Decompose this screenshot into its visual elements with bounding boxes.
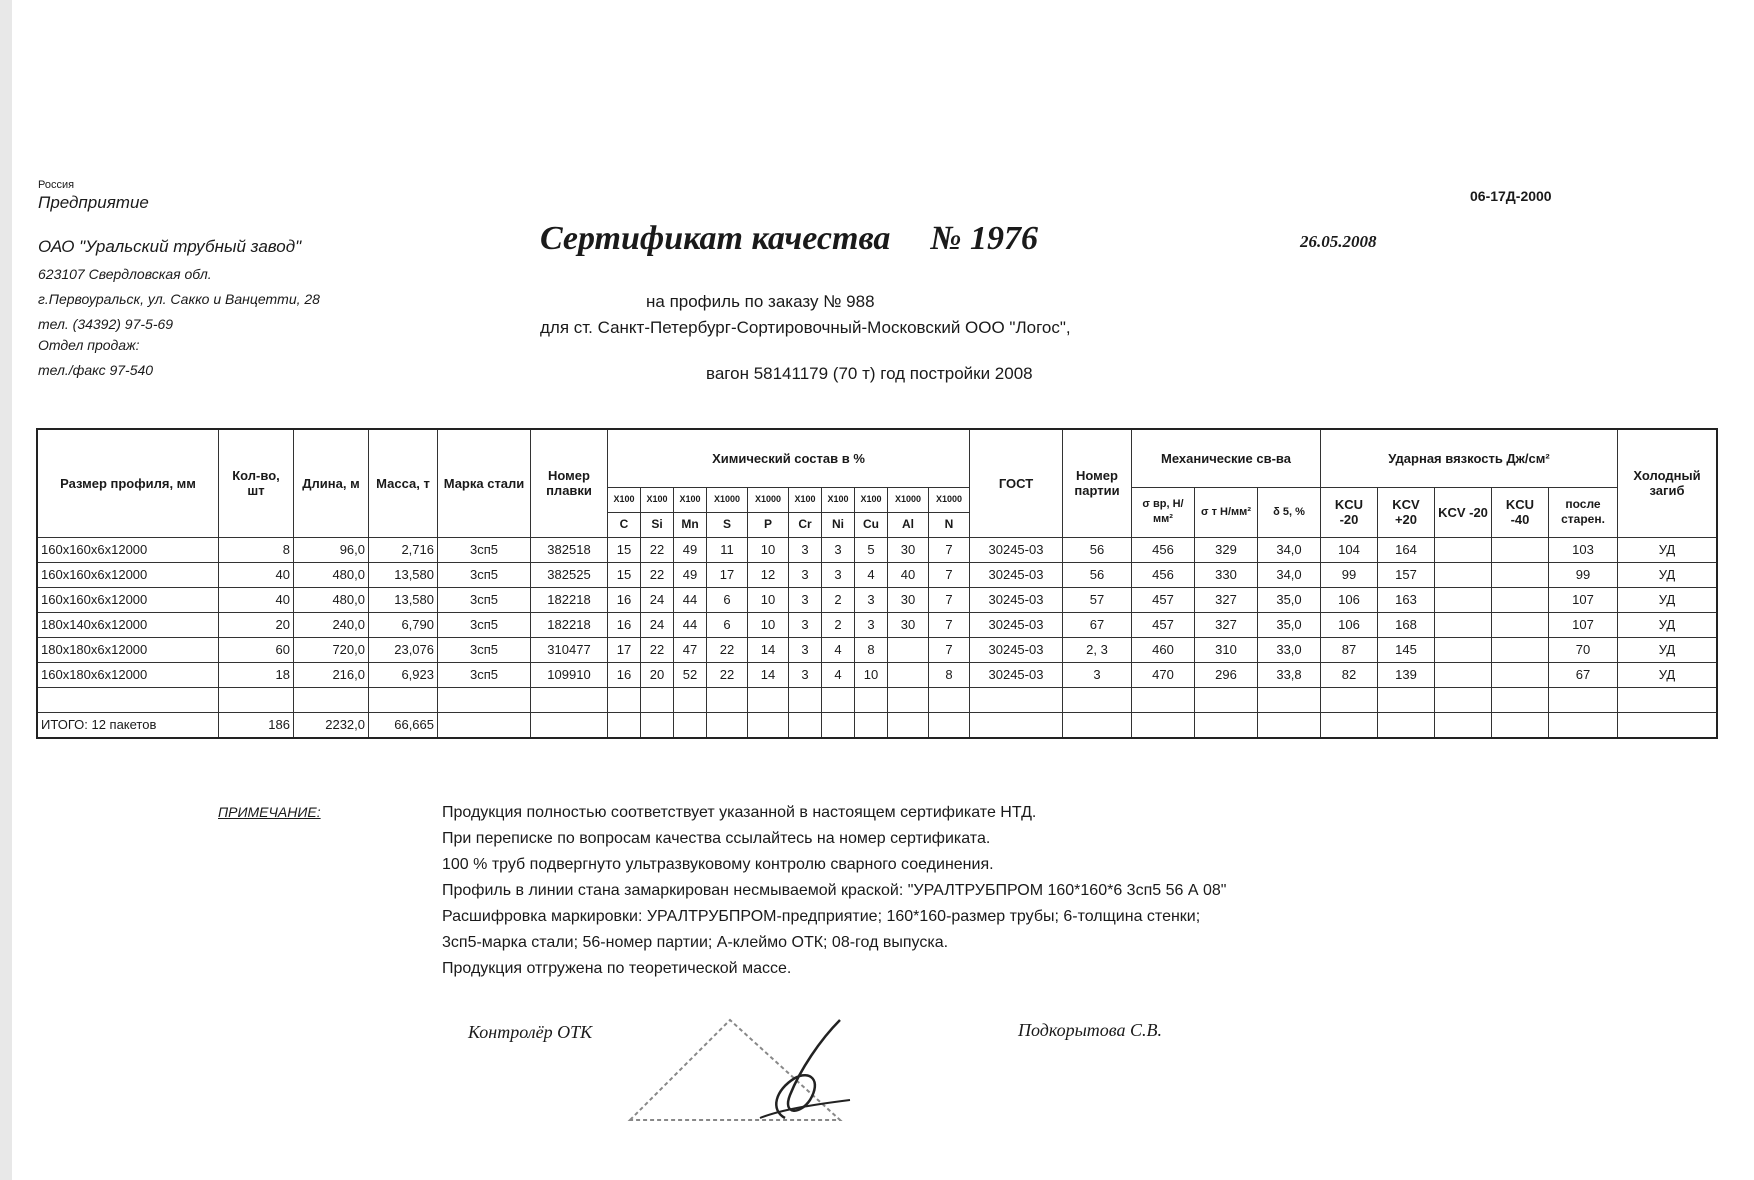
- cell-chem: 49: [674, 537, 707, 562]
- cell-chem: 10: [855, 662, 888, 687]
- cell-size: 160х160х6х12000: [37, 562, 219, 587]
- cell-steel: 3сп5: [438, 537, 531, 562]
- cell-mech: 34,0: [1258, 537, 1321, 562]
- cell-qty: 40: [219, 587, 294, 612]
- notes-block: [442, 800, 1226, 982]
- cell-mech: 456: [1132, 562, 1195, 587]
- mech-sub-header: σ т Н/мм²: [1195, 487, 1258, 537]
- cell-mech: 456: [1132, 537, 1195, 562]
- cell-mech: 329: [1195, 537, 1258, 562]
- cell-impact: 70: [1549, 637, 1618, 662]
- cell-bend: УД: [1618, 537, 1718, 562]
- cell-batch: 56: [1063, 562, 1132, 587]
- cell-chem: 10: [748, 612, 789, 637]
- chem-symbol: Cr: [789, 512, 822, 537]
- cell-mech: 35,0: [1258, 612, 1321, 637]
- chem-symbol: P: [748, 512, 789, 537]
- cell-impact: [1492, 587, 1549, 612]
- cell-impact: 104: [1321, 537, 1378, 562]
- note-line: Расшифровка маркировки: УРАЛТРУБПРОМ-предприятие; 160*160-размер трубы; 6-толщина стенки;: [442, 908, 1201, 925]
- table-row: [37, 637, 1717, 662]
- chem-factor: Х1000: [929, 487, 970, 512]
- cell-chem: 49: [674, 562, 707, 587]
- cell-chem: 3: [822, 537, 855, 562]
- destination-line: для ст. Санкт-Петербург-Сортировочный-Московский ООО "Логос",: [540, 318, 1071, 337]
- cell-steel: 3сп5: [438, 612, 531, 637]
- order-line: на профиль по заказу № 988: [646, 292, 875, 311]
- cell-mech: 327: [1195, 612, 1258, 637]
- total-length: 2232,0: [294, 712, 369, 738]
- cell-chem: 2: [822, 612, 855, 637]
- cell-impact: [1492, 537, 1549, 562]
- table-row: [37, 612, 1717, 637]
- col-chem-header: Химический состав в %: [608, 429, 970, 487]
- cell-chem: 11: [707, 537, 748, 562]
- cell-mass: 6,923: [369, 662, 438, 687]
- cell-chem: 14: [748, 637, 789, 662]
- cell-steel: 3сп5: [438, 662, 531, 687]
- cell-chem: 30: [888, 587, 929, 612]
- cell-impact: [1435, 612, 1492, 637]
- col-gost-header: ГОСТ: [970, 429, 1063, 537]
- cell-mass: 13,580: [369, 562, 438, 587]
- cell-size: 160х160х6х12000: [37, 587, 219, 612]
- cell-chem: 3: [789, 562, 822, 587]
- cell-impact: 106: [1321, 612, 1378, 637]
- cell-steel: 3сп5: [438, 587, 531, 612]
- cell-impact: 163: [1378, 587, 1435, 612]
- cell-melt: 382525: [531, 562, 608, 587]
- cell-impact: [1435, 537, 1492, 562]
- table-total-row: [37, 712, 1717, 738]
- chem-factor: Х1000: [707, 487, 748, 512]
- chem-factor: Х1000: [888, 487, 929, 512]
- table-row: [37, 662, 1717, 687]
- cell-chem: 24: [641, 587, 674, 612]
- cell-mech: 460: [1132, 637, 1195, 662]
- cell-qty: 8: [219, 537, 294, 562]
- cell-mech: 327: [1195, 587, 1258, 612]
- cell-gost: 30245-03: [970, 587, 1063, 612]
- cell-impact: [1435, 662, 1492, 687]
- signature-name: Подкорытова С.В.: [1018, 1020, 1162, 1040]
- cell-impact: [1492, 637, 1549, 662]
- cell-length: 720,0: [294, 637, 369, 662]
- cell-gost: 30245-03: [970, 562, 1063, 587]
- cell-chem: 3: [789, 662, 822, 687]
- chem-factor: Х100: [641, 487, 674, 512]
- cell-bend: УД: [1618, 637, 1718, 662]
- cell-mech: 33,0: [1258, 637, 1321, 662]
- cell-mech: 34,0: [1258, 562, 1321, 587]
- cell-chem: 7: [929, 562, 970, 587]
- cell-chem: 3: [789, 537, 822, 562]
- cell-impact: [1435, 587, 1492, 612]
- impact-sub-header: KCU -20: [1321, 487, 1378, 537]
- cell-mass: 6,790: [369, 612, 438, 637]
- cell-impact: 103: [1549, 537, 1618, 562]
- cell-chem: [888, 662, 929, 687]
- cell-chem: 4: [822, 662, 855, 687]
- cell-chem: 22: [707, 662, 748, 687]
- col-batch-header: Номер партии: [1063, 429, 1132, 537]
- cell-impact: [1492, 612, 1549, 637]
- cell-chem: 6: [707, 587, 748, 612]
- title-text: Сертификат качества: [540, 220, 891, 257]
- company-name: ОАО "Уральский трубный завод": [38, 237, 302, 256]
- table-row-empty: [37, 687, 1717, 712]
- chem-symbol: C: [608, 512, 641, 537]
- impact-sub-header: KCU -40: [1492, 487, 1549, 537]
- cell-qty: 18: [219, 662, 294, 687]
- cell-chem: 44: [674, 587, 707, 612]
- cell-chem: 8: [929, 662, 970, 687]
- cell-bend: УД: [1618, 587, 1718, 612]
- cell-mass: 23,076: [369, 637, 438, 662]
- cell-impact: 164: [1378, 537, 1435, 562]
- cell-impact: 157: [1378, 562, 1435, 587]
- cell-impact: 107: [1549, 587, 1618, 612]
- cell-chem: 15: [608, 537, 641, 562]
- cell-length: 96,0: [294, 537, 369, 562]
- chem-symbol: N: [929, 512, 970, 537]
- cell-mass: 13,580: [369, 587, 438, 612]
- cell-impact: [1492, 562, 1549, 587]
- cell-impact: 107: [1549, 612, 1618, 637]
- cell-size: 160х160х6х12000: [37, 537, 219, 562]
- cell-bend: УД: [1618, 662, 1718, 687]
- cell-melt: 182218: [531, 612, 608, 637]
- chem-symbol: Cu: [855, 512, 888, 537]
- cell-size: 180х140х6х12000: [37, 612, 219, 637]
- cell-mech: 470: [1132, 662, 1195, 687]
- cell-chem: 16: [608, 662, 641, 687]
- cell-gost: 30245-03: [970, 612, 1063, 637]
- col-steel-header: Марка стали: [438, 429, 531, 537]
- chem-factor: Х100: [855, 487, 888, 512]
- cell-impact: [1492, 662, 1549, 687]
- cell-chem: 20: [641, 662, 674, 687]
- cell-chem: 10: [748, 537, 789, 562]
- cell-chem: 3: [855, 587, 888, 612]
- cell-chem: 16: [608, 587, 641, 612]
- cell-chem: 4: [855, 562, 888, 587]
- cell-batch: 56: [1063, 537, 1132, 562]
- cell-impact: 145: [1378, 637, 1435, 662]
- col-size-header: Размер профиля, мм: [37, 429, 219, 537]
- cell-chem: 17: [707, 562, 748, 587]
- cell-impact: 106: [1321, 587, 1378, 612]
- impact-sub-header: KCV -20: [1435, 487, 1492, 537]
- total-mass: 66,665: [369, 712, 438, 738]
- cell-chem: 7: [929, 637, 970, 662]
- cell-impact: [1435, 637, 1492, 662]
- cell-chem: 3: [789, 612, 822, 637]
- cell-chem: 44: [674, 612, 707, 637]
- cell-impact: 99: [1549, 562, 1618, 587]
- note-line: Профиль в линии стана замаркирован несмываемой краской: "УРАЛТРУБПРОМ 160*160*6 3сп5 56 А 08": [442, 882, 1227, 899]
- cell-chem: 6: [707, 612, 748, 637]
- cell-chem: 17: [608, 637, 641, 662]
- cell-impact: 82: [1321, 662, 1378, 687]
- fax-line: тел./факс 97-540: [38, 362, 154, 378]
- col-bend-header: Холодный загиб: [1618, 429, 1718, 537]
- cell-qty: 40: [219, 562, 294, 587]
- cell-melt: 182218: [531, 587, 608, 612]
- cell-steel: 3сп5: [438, 637, 531, 662]
- cell-chem: 7: [929, 537, 970, 562]
- note-line: Продукция отгружена по теоретической массе.: [442, 960, 792, 977]
- cell-chem: 12: [748, 562, 789, 587]
- cell-gost: 30245-03: [970, 537, 1063, 562]
- chem-symbol: S: [707, 512, 748, 537]
- chem-factor: Х1000: [748, 487, 789, 512]
- cell-batch: 2, 3: [1063, 637, 1132, 662]
- col-impact-header: Ударная вязкость Дж/см²: [1321, 429, 1618, 487]
- company-block: [38, 178, 320, 381]
- cell-mech: 33,8: [1258, 662, 1321, 687]
- address-line-1: 623107 Свердловская обл.: [38, 266, 212, 282]
- cell-chem: 30: [888, 537, 929, 562]
- col-qty-header: Кол-во, шт: [219, 429, 294, 537]
- cell-steel: 3сп5: [438, 562, 531, 587]
- certificate-date: 26.05.2008: [1300, 232, 1377, 251]
- cell-qty: 60: [219, 637, 294, 662]
- cell-chem: 3: [789, 587, 822, 612]
- cell-length: 480,0: [294, 562, 369, 587]
- cell-size: 160х180х6х12000: [37, 662, 219, 687]
- cell-chem: 3: [789, 637, 822, 662]
- cell-chem: 24: [641, 612, 674, 637]
- chem-symbol: Al: [888, 512, 929, 537]
- sales-dept-label: Отдел продаж:: [38, 337, 140, 353]
- certificate-number: № 1976: [930, 220, 1039, 257]
- cell-melt: 310477: [531, 637, 608, 662]
- cell-chem: 14: [748, 662, 789, 687]
- certificate-title: [540, 220, 1038, 258]
- cell-melt: 109910: [531, 662, 608, 687]
- address-line-2: г.Первоуральск, ул. Сакко и Ванцетти, 28: [38, 291, 320, 307]
- cell-bend: УД: [1618, 562, 1718, 587]
- chem-factor: Х100: [608, 487, 641, 512]
- col-melt-header: Номер плавки: [531, 429, 608, 537]
- cell-bend: УД: [1618, 612, 1718, 637]
- cell-mech: 310: [1195, 637, 1258, 662]
- notes-label: ПРИМЕЧАНИЕ:: [218, 804, 321, 820]
- cell-chem: 16: [608, 612, 641, 637]
- signature-role: Контролёр ОТК: [468, 1022, 593, 1042]
- mech-sub-header: σ вр, Н/мм²: [1132, 487, 1195, 537]
- total-label: ИТОГО: 12 пакетов: [37, 712, 219, 738]
- cell-melt: 382518: [531, 537, 608, 562]
- scan-margin: [0, 0, 12, 1180]
- cell-chem: 3: [822, 562, 855, 587]
- chem-factor: Х100: [674, 487, 707, 512]
- cell-size: 180х180х6х12000: [37, 637, 219, 662]
- cell-chem: 40: [888, 562, 929, 587]
- cell-chem: 22: [641, 637, 674, 662]
- certificate-table: [36, 428, 1718, 739]
- chem-symbol: Si: [641, 512, 674, 537]
- cell-qty: 20: [219, 612, 294, 637]
- cell-mech: 457: [1132, 587, 1195, 612]
- cell-chem: 30: [888, 612, 929, 637]
- cell-chem: 10: [748, 587, 789, 612]
- cell-chem: 8: [855, 637, 888, 662]
- note-line: При переписке по вопросам качества ссылайтесь на номер сертификата.: [442, 830, 991, 847]
- total-qty: 186: [219, 712, 294, 738]
- cell-impact: 99: [1321, 562, 1378, 587]
- col-mech-header: Механические св-ва: [1132, 429, 1321, 487]
- cell-batch: 3: [1063, 662, 1132, 687]
- cell-gost: 30245-03: [970, 662, 1063, 687]
- cell-chem: 52: [674, 662, 707, 687]
- stamp-signature-icon: [610, 1000, 930, 1140]
- cell-impact: 67: [1549, 662, 1618, 687]
- cell-chem: 3: [855, 612, 888, 637]
- cell-mech: 296: [1195, 662, 1258, 687]
- cell-gost: 30245-03: [970, 637, 1063, 662]
- impact-sub-header: после старен.: [1549, 487, 1618, 537]
- cell-mass: 2,716: [369, 537, 438, 562]
- note-line: 3сп5-марка стали; 56-номер партии; А-клеймо ОТК; 08-год выпуска.: [442, 934, 949, 951]
- cell-chem: 22: [707, 637, 748, 662]
- chem-symbol: Ni: [822, 512, 855, 537]
- cell-mech: 35,0: [1258, 587, 1321, 612]
- cell-chem: 4: [822, 637, 855, 662]
- cell-chem: [888, 637, 929, 662]
- cell-chem: 7: [929, 587, 970, 612]
- table-row: [37, 587, 1717, 612]
- cell-impact: 168: [1378, 612, 1435, 637]
- cell-chem: 7: [929, 612, 970, 637]
- enterprise-label: Предприятие: [38, 193, 149, 212]
- wagon-line: вагон 58141179 (70 т) год постройки 2008: [706, 364, 1033, 383]
- cell-chem: 22: [641, 562, 674, 587]
- chem-factor: Х100: [822, 487, 855, 512]
- table-row: [37, 562, 1717, 587]
- cell-chem: 47: [674, 637, 707, 662]
- cell-batch: 57: [1063, 587, 1132, 612]
- chem-factor: Х100: [789, 487, 822, 512]
- impact-sub-header: KCV +20: [1378, 487, 1435, 537]
- phone-line: тел. (34392) 97-5-69: [38, 316, 174, 332]
- cell-mech: 330: [1195, 562, 1258, 587]
- cell-impact: 87: [1321, 637, 1378, 662]
- form-code: 06-17Д-2000: [1470, 188, 1552, 204]
- col-mass-header: Масса, т: [369, 429, 438, 537]
- cell-chem: 22: [641, 537, 674, 562]
- cell-mech: 457: [1132, 612, 1195, 637]
- cell-chem: 5: [855, 537, 888, 562]
- cell-length: 216,0: [294, 662, 369, 687]
- cell-batch: 67: [1063, 612, 1132, 637]
- mech-sub-header: δ 5, %: [1258, 487, 1321, 537]
- chem-symbol: Mn: [674, 512, 707, 537]
- note-line: Продукция полностью соответствует указанной в настоящем сертификате НТД.: [442, 804, 1037, 821]
- cell-length: 240,0: [294, 612, 369, 637]
- cell-chem: 15: [608, 562, 641, 587]
- cell-chem: 2: [822, 587, 855, 612]
- cell-length: 480,0: [294, 587, 369, 612]
- cell-impact: 139: [1378, 662, 1435, 687]
- cell-impact: [1435, 562, 1492, 587]
- col-length-header: Длина, м: [294, 429, 369, 537]
- country-label: Россия: [38, 179, 75, 191]
- note-line: 100 % труб подвергнуто ультразвуковому контролю сварного соединения.: [442, 856, 994, 873]
- table-row: [37, 537, 1717, 562]
